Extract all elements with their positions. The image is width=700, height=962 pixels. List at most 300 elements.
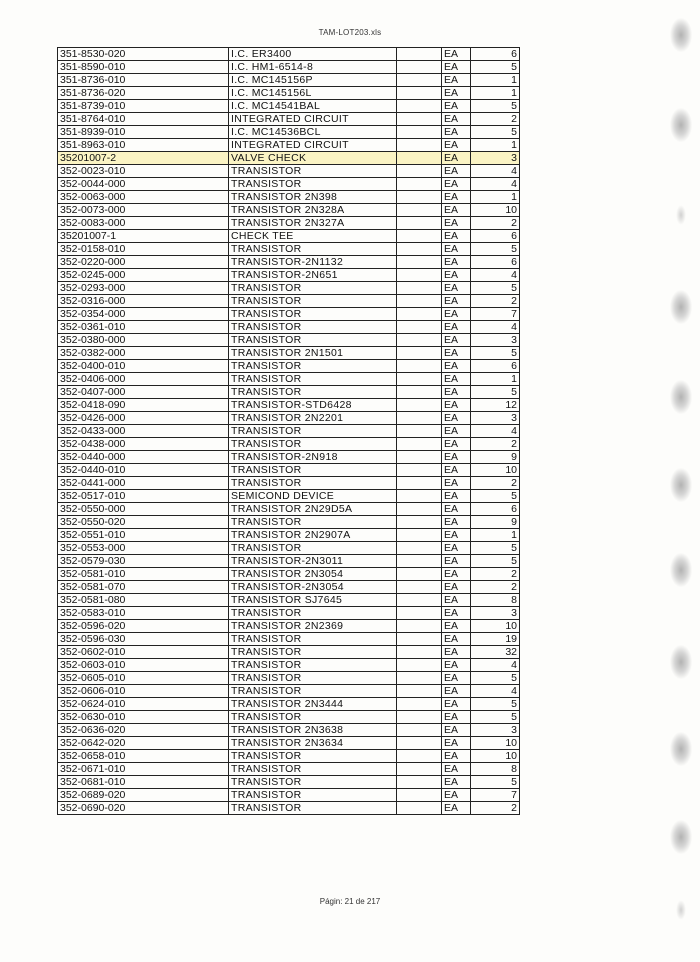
blank-cell (397, 48, 442, 61)
blank-cell (397, 672, 442, 685)
unit-cell: EA (442, 607, 471, 620)
description-cell: TRANSISTOR-STD6428 (229, 399, 397, 412)
quantity-cell: 5 (471, 672, 520, 685)
table-row (58, 256, 520, 269)
table-row (58, 529, 520, 542)
table-row (58, 165, 520, 178)
table-row (58, 672, 520, 685)
quantity-cell: 7 (471, 789, 520, 802)
table-row (58, 659, 520, 672)
part-number-cell: 352-0630-010 (58, 711, 229, 724)
description-cell: TRANSISTOR-2N918 (229, 451, 397, 464)
blank-cell (397, 581, 442, 594)
table-row (58, 321, 520, 334)
description-cell: TRANSISTOR (229, 789, 397, 802)
unit-cell: EA (442, 256, 471, 269)
description-cell: TRANSISTOR (229, 321, 397, 334)
description-cell: TRANSISTOR 2N2907A (229, 529, 397, 542)
blank-cell (397, 620, 442, 633)
description-cell: TRANSISTOR (229, 542, 397, 555)
unit-cell: EA (442, 802, 471, 815)
quantity-cell: 5 (471, 555, 520, 568)
description-cell: VALVE CHECK (229, 152, 397, 165)
table-row (58, 594, 520, 607)
part-number-cell: 352-0550-020 (58, 516, 229, 529)
unit-cell: EA (442, 425, 471, 438)
quantity-cell: 10 (471, 204, 520, 217)
unit-cell: EA (442, 230, 471, 243)
table-row (58, 750, 520, 763)
blank-cell (397, 269, 442, 282)
unit-cell: EA (442, 750, 471, 763)
blank-cell (397, 282, 442, 295)
unit-cell: EA (442, 308, 471, 321)
part-number-cell: 351-8530-020 (58, 48, 229, 61)
description-cell: TRANSISTOR (229, 750, 397, 763)
blank-cell (397, 737, 442, 750)
part-number-cell: 352-0583-010 (58, 607, 229, 620)
description-cell: TRANSISTOR (229, 178, 397, 191)
part-number-cell: 352-0083-000 (58, 217, 229, 230)
part-number-cell: 352-0681-010 (58, 776, 229, 789)
unit-cell: EA (442, 555, 471, 568)
blank-cell (397, 204, 442, 217)
part-number-cell: 352-0433-000 (58, 425, 229, 438)
part-number-cell: 351-8764-010 (58, 113, 229, 126)
unit-cell: EA (442, 490, 471, 503)
table-row (58, 61, 520, 74)
part-number-cell: 352-0517-010 (58, 490, 229, 503)
part-number-cell: 352-0438-000 (58, 438, 229, 451)
quantity-cell: 10 (471, 620, 520, 633)
table-row (58, 542, 520, 555)
quantity-cell: 6 (471, 230, 520, 243)
part-number-cell: 352-0642-020 (58, 737, 229, 750)
table-row (58, 191, 520, 204)
table-row (58, 698, 520, 711)
quantity-cell: 5 (471, 776, 520, 789)
unit-cell: EA (442, 165, 471, 178)
blank-cell (397, 698, 442, 711)
description-cell: TRANSISTOR (229, 685, 397, 698)
blank-cell (397, 503, 442, 516)
part-number-cell: 352-0581-070 (58, 581, 229, 594)
blank-cell (397, 217, 442, 230)
description-cell: TRANSISTOR 2N3444 (229, 698, 397, 711)
part-number-cell: 352-0690-020 (58, 802, 229, 815)
page-number: Págin: 21 de 217 (319, 897, 381, 906)
quantity-cell: 1 (471, 529, 520, 542)
blank-cell (397, 399, 442, 412)
part-number-cell: 35201007-2 (58, 152, 229, 165)
quantity-cell: 32 (471, 646, 520, 659)
punch-hole-mark (670, 820, 692, 854)
table-row (58, 269, 520, 282)
unit-cell: EA (442, 568, 471, 581)
table-row (58, 477, 520, 490)
table-row (58, 451, 520, 464)
part-number-cell: 352-0606-010 (58, 685, 229, 698)
quantity-cell: 12 (471, 399, 520, 412)
part-number-cell: 352-0596-030 (58, 633, 229, 646)
punch-hole-mark (670, 290, 692, 324)
description-cell: TRANSISTOR SJ7645 (229, 594, 397, 607)
description-cell: TRANSISTOR (229, 607, 397, 620)
part-number-cell: 352-0440-010 (58, 464, 229, 477)
part-number-cell: 352-0361-010 (58, 321, 229, 334)
quantity-cell: 6 (471, 503, 520, 516)
blank-cell (397, 477, 442, 490)
blank-cell (397, 178, 442, 191)
blank-cell (397, 165, 442, 178)
unit-cell: EA (442, 516, 471, 529)
table-row (58, 581, 520, 594)
blank-cell (397, 100, 442, 113)
description-cell: I.C. MC145156P (229, 74, 397, 87)
quantity-cell: 10 (471, 737, 520, 750)
unit-cell: EA (442, 776, 471, 789)
unit-cell: EA (442, 74, 471, 87)
description-cell: TRANSISTOR 2N328A (229, 204, 397, 217)
table-row (58, 737, 520, 750)
blank-cell (397, 61, 442, 74)
quantity-cell: 5 (471, 542, 520, 555)
description-cell: TRANSISTOR (229, 646, 397, 659)
description-cell: TRANSISTOR (229, 659, 397, 672)
description-cell: SEMICOND DEVICE (229, 490, 397, 503)
part-number-cell: 352-0316-000 (58, 295, 229, 308)
description-cell: I.C. HM1-6514-8 (229, 61, 397, 74)
unit-cell: EA (442, 724, 471, 737)
part-number-cell: 351-8963-010 (58, 139, 229, 152)
quantity-cell: 10 (471, 750, 520, 763)
description-cell: I.C. MC145156L (229, 87, 397, 100)
unit-cell: EA (442, 594, 471, 607)
description-cell: I.C. ER3400 (229, 48, 397, 61)
table-row (58, 399, 520, 412)
part-number-cell: 352-0636-020 (58, 724, 229, 737)
quantity-cell: 5 (471, 698, 520, 711)
table-row (58, 763, 520, 776)
blank-cell (397, 789, 442, 802)
description-cell: TRANSISTOR (229, 334, 397, 347)
part-number-cell: 352-0023-010 (58, 165, 229, 178)
blank-cell (397, 230, 442, 243)
blank-cell (397, 594, 442, 607)
unit-cell: EA (442, 334, 471, 347)
unit-cell: EA (442, 48, 471, 61)
blank-cell (397, 646, 442, 659)
blank-cell (397, 74, 442, 87)
quantity-cell: 4 (471, 269, 520, 282)
blank-cell (397, 724, 442, 737)
description-cell: TRANSISTOR 2N3054 (229, 568, 397, 581)
unit-cell: EA (442, 737, 471, 750)
table-row (58, 724, 520, 737)
blank-cell (397, 243, 442, 256)
blank-cell (397, 373, 442, 386)
description-cell: TRANSISTOR (229, 425, 397, 438)
part-number-cell: 352-0581-010 (58, 568, 229, 581)
part-number-cell: 352-0063-000 (58, 191, 229, 204)
unit-cell: EA (442, 360, 471, 373)
part-number-cell: 352-0440-000 (58, 451, 229, 464)
quantity-cell: 5 (471, 126, 520, 139)
blank-cell (397, 659, 442, 672)
scan-speck (676, 205, 686, 225)
unit-cell: EA (442, 659, 471, 672)
description-cell: TRANSISTOR 2N2369 (229, 620, 397, 633)
part-number-cell: 352-0245-000 (58, 269, 229, 282)
table-row (58, 555, 520, 568)
unit-cell: EA (442, 386, 471, 399)
punch-hole-mark (670, 732, 692, 766)
blank-cell (397, 750, 442, 763)
quantity-cell: 4 (471, 165, 520, 178)
table-row (58, 516, 520, 529)
unit-cell: EA (442, 763, 471, 776)
part-number-cell: 352-0689-020 (58, 789, 229, 802)
part-number-cell: 352-0602-010 (58, 646, 229, 659)
blank-cell (397, 490, 442, 503)
quantity-cell: 1 (471, 373, 520, 386)
blank-cell (397, 360, 442, 373)
quantity-cell: 2 (471, 295, 520, 308)
quantity-cell: 3 (471, 607, 520, 620)
description-cell: TRANSISTOR (229, 386, 397, 399)
part-number-cell: 352-0426-000 (58, 412, 229, 425)
quantity-cell: 2 (471, 477, 520, 490)
unit-cell: EA (442, 438, 471, 451)
blank-cell (397, 113, 442, 126)
unit-cell: EA (442, 698, 471, 711)
unit-cell: EA (442, 412, 471, 425)
quantity-cell: 8 (471, 594, 520, 607)
blank-cell (397, 568, 442, 581)
part-number-cell: 352-0551-010 (58, 529, 229, 542)
quantity-cell: 2 (471, 581, 520, 594)
table-row (58, 152, 520, 165)
blank-cell (397, 542, 442, 555)
blank-cell (397, 126, 442, 139)
unit-cell: EA (442, 373, 471, 386)
table-row (58, 503, 520, 516)
description-cell: TRANSISTOR (229, 295, 397, 308)
blank-cell (397, 334, 442, 347)
description-cell: TRANSISTOR (229, 516, 397, 529)
quantity-cell: 1 (471, 74, 520, 87)
blank-cell (397, 464, 442, 477)
description-cell: TRANSISTOR 2N2201 (229, 412, 397, 425)
blank-cell (397, 412, 442, 425)
description-cell: TRANSISTOR (229, 633, 397, 646)
unit-cell: EA (442, 243, 471, 256)
unit-cell: EA (442, 633, 471, 646)
scan-speck (676, 900, 686, 920)
quantity-cell: 5 (471, 243, 520, 256)
unit-cell: EA (442, 620, 471, 633)
table-row (58, 464, 520, 477)
part-number-cell: 352-0380-000 (58, 334, 229, 347)
part-number-cell: 352-0603-010 (58, 659, 229, 672)
table-row (58, 217, 520, 230)
description-cell: TRANSISTOR-2N1132 (229, 256, 397, 269)
table-row (58, 282, 520, 295)
table-row (58, 100, 520, 113)
description-cell: TRANSISTOR (229, 243, 397, 256)
unit-cell: EA (442, 139, 471, 152)
part-number-cell: 352-0158-010 (58, 243, 229, 256)
part-number-cell: 352-0220-000 (58, 256, 229, 269)
part-number-cell: 352-0406-000 (58, 373, 229, 386)
quantity-cell: 5 (471, 61, 520, 74)
table-row (58, 334, 520, 347)
unit-cell: EA (442, 464, 471, 477)
quantity-cell: 19 (471, 633, 520, 646)
quantity-cell: 2 (471, 568, 520, 581)
unit-cell: EA (442, 295, 471, 308)
table-row (58, 204, 520, 217)
description-cell: TRANSISTOR 2N29D5A (229, 503, 397, 516)
part-number-cell: 352-0293-000 (58, 282, 229, 295)
unit-cell: EA (442, 503, 471, 516)
punch-hole-mark (670, 18, 692, 52)
unit-cell: EA (442, 646, 471, 659)
blank-cell (397, 425, 442, 438)
table-row (58, 74, 520, 87)
blank-cell (397, 295, 442, 308)
table-row (58, 711, 520, 724)
part-number-cell: 352-0044-000 (58, 178, 229, 191)
quantity-cell: 2 (471, 113, 520, 126)
part-number-cell: 352-0550-000 (58, 503, 229, 516)
quantity-cell: 1 (471, 191, 520, 204)
quantity-cell: 2 (471, 438, 520, 451)
part-number-cell: 352-0624-010 (58, 698, 229, 711)
blank-cell (397, 529, 442, 542)
part-number-cell: 352-0354-000 (58, 308, 229, 321)
quantity-cell: 4 (471, 425, 520, 438)
part-number-cell: 351-8590-010 (58, 61, 229, 74)
table-row (58, 113, 520, 126)
blank-cell (397, 347, 442, 360)
quantity-cell: 8 (471, 763, 520, 776)
document-title: TAM-LOT203.xls (318, 28, 382, 37)
table-row (58, 230, 520, 243)
unit-cell: EA (442, 672, 471, 685)
part-number-cell: 351-8939-010 (58, 126, 229, 139)
quantity-cell: 9 (471, 516, 520, 529)
blank-cell (397, 711, 442, 724)
description-cell: TRANSISTOR 2N327A (229, 217, 397, 230)
quantity-cell: 6 (471, 256, 520, 269)
unit-cell: EA (442, 581, 471, 594)
part-number-cell: 352-0579-030 (58, 555, 229, 568)
description-cell: CHECK TEE (229, 230, 397, 243)
table-row (58, 360, 520, 373)
part-number-cell: 352-0441-000 (58, 477, 229, 490)
quantity-cell: 2 (471, 802, 520, 815)
blank-cell (397, 321, 442, 334)
blank-cell (397, 685, 442, 698)
quantity-cell: 4 (471, 178, 520, 191)
table-row (58, 425, 520, 438)
quantity-cell: 5 (471, 282, 520, 295)
part-number-cell: 35201007-1 (58, 230, 229, 243)
part-number-cell: 352-0596-020 (58, 620, 229, 633)
table-row (58, 87, 520, 100)
unit-cell: EA (442, 178, 471, 191)
part-number-cell: 352-0407-000 (58, 386, 229, 399)
part-number-cell: 351-8736-020 (58, 87, 229, 100)
table-row (58, 48, 520, 61)
description-cell: TRANSISTOR (229, 477, 397, 490)
table-row (58, 685, 520, 698)
unit-cell: EA (442, 113, 471, 126)
unit-cell: EA (442, 126, 471, 139)
quantity-cell: 7 (471, 308, 520, 321)
part-number-cell: 352-0073-000 (58, 204, 229, 217)
quantity-cell: 1 (471, 87, 520, 100)
parts-table (57, 47, 520, 815)
punch-hole-mark (670, 553, 692, 587)
table-row (58, 139, 520, 152)
quantity-cell: 5 (471, 386, 520, 399)
blank-cell (397, 555, 442, 568)
unit-cell: EA (442, 152, 471, 165)
part-number-cell: 352-0418-090 (58, 399, 229, 412)
description-cell: TRANSISTOR (229, 711, 397, 724)
parts-table-body (58, 48, 520, 815)
table-row (58, 308, 520, 321)
description-cell: TRANSISTOR-2N651 (229, 269, 397, 282)
blank-cell (397, 152, 442, 165)
quantity-cell: 3 (471, 152, 520, 165)
unit-cell: EA (442, 204, 471, 217)
part-number-cell: 351-8736-010 (58, 74, 229, 87)
blank-cell (397, 191, 442, 204)
quantity-cell: 1 (471, 139, 520, 152)
description-cell: TRANSISTOR (229, 360, 397, 373)
unit-cell: EA (442, 100, 471, 113)
blank-cell (397, 87, 442, 100)
table-row (58, 412, 520, 425)
quantity-cell: 4 (471, 685, 520, 698)
quantity-cell: 9 (471, 451, 520, 464)
unit-cell: EA (442, 477, 471, 490)
part-number-cell: 352-0382-000 (58, 347, 229, 360)
description-cell: TRANSISTOR-2N3054 (229, 581, 397, 594)
quantity-cell: 3 (471, 724, 520, 737)
description-cell: TRANSISTOR 2N1501 (229, 347, 397, 360)
quantity-cell: 3 (471, 412, 520, 425)
description-cell: TRANSISTOR 2N398 (229, 191, 397, 204)
part-number-cell: 352-0581-080 (58, 594, 229, 607)
blank-cell (397, 802, 442, 815)
table-row (58, 373, 520, 386)
part-number-cell: 352-0553-000 (58, 542, 229, 555)
quantity-cell: 6 (471, 360, 520, 373)
description-cell: INTEGRATED CIRCUIT (229, 139, 397, 152)
description-cell: INTEGRATED CIRCUIT (229, 113, 397, 126)
table-row (58, 633, 520, 646)
blank-cell (397, 763, 442, 776)
blank-cell (397, 516, 442, 529)
description-cell: I.C. MC14541BAL (229, 100, 397, 113)
description-cell: TRANSISTOR-2N3011 (229, 555, 397, 568)
quantity-cell: 4 (471, 321, 520, 334)
description-cell: TRANSISTOR (229, 373, 397, 386)
